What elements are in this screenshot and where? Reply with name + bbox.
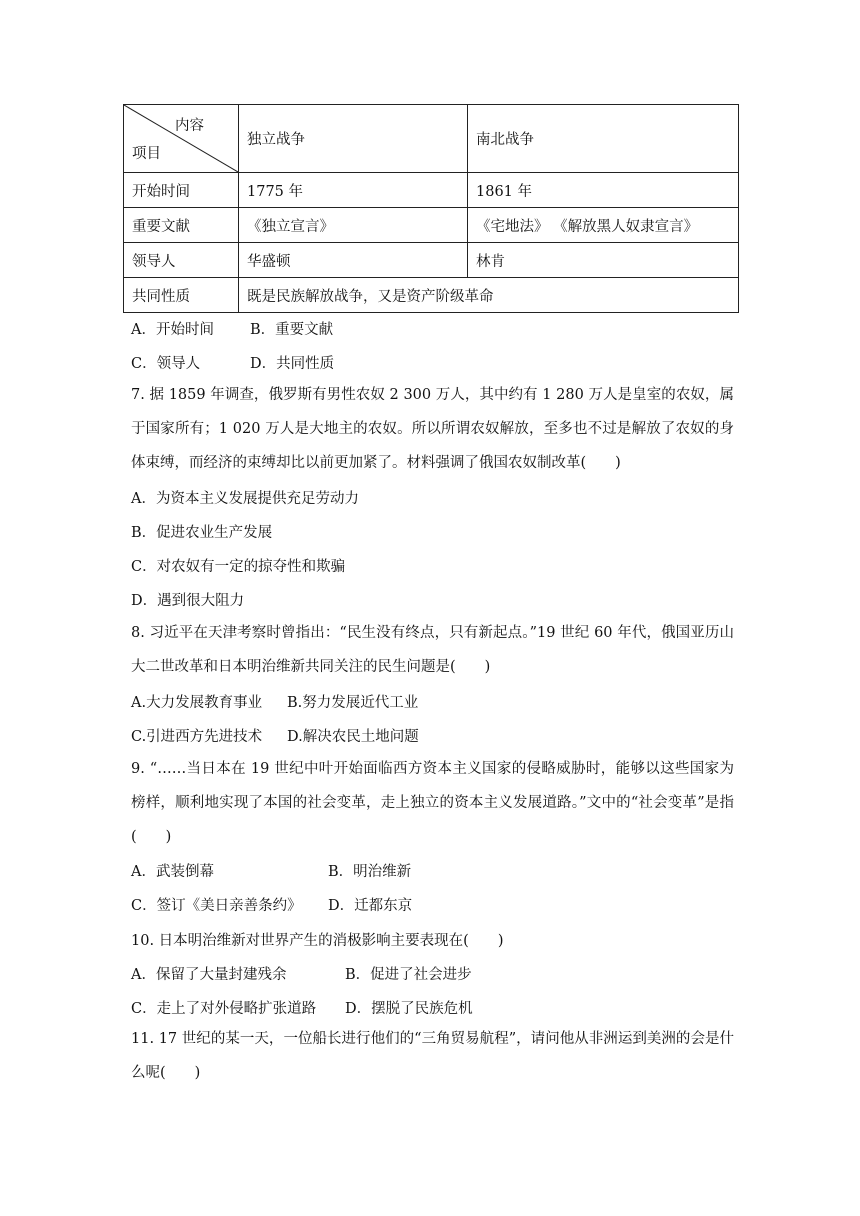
q6-option-c: C．领导人 [131,356,201,372]
table-cell-merged: 既是民族解放战争，又是资产阶级革命 [239,278,739,313]
q10-option-a: A．保留了大量封建残余 [131,967,287,983]
table-row [124,208,739,243]
q10-option-c: C．走上了对外侵略扩张道路 [131,1001,317,1017]
corner-bottom-label: 项目 [132,146,161,162]
table-cell: 《宅地法》 《解放黑人奴隶宣言》 [468,208,739,243]
comparison-table [123,104,739,313]
q7-option-c: C．对农奴有一定的掠夺性和欺骗 [131,559,346,575]
table-cell: 林肯 [468,243,739,278]
q9-option-d: D．迁都东京 [328,898,413,914]
q7-option-b: B．促进农业生产发展 [131,525,273,541]
q9-option-b: B．明治维新 [328,864,412,880]
q7-option-d: D．遇到很大阻力 [131,593,245,609]
table-cell: 华盛顿 [239,243,468,278]
q10-option-b: B．促进了社会进步 [345,967,472,983]
table-row [124,243,739,278]
q8-option-c: C.引进西方先进技术 [131,729,263,745]
q9-option-a: A．武装倒幕 [131,864,214,880]
column-header-independence: 独立战争 [239,105,468,173]
q7-option-a: A．为资本主义发展提供充足劳动力 [131,491,359,507]
q8-option-d: D.解决农民土地问题 [287,729,419,745]
q7-stem: 7. 据 1859 年调查，俄罗斯有男性农奴 2 300 万人，其中约有 1 280 万人是皇室的农奴，属于国家所有；1 020 万人是大地主的农奴。所以所谓农奴解放，至多也不过是解放了农奴的身体束缚，而经济的束缚却比以前更加紧了。材料强调了俄国农奴制改革( ) [131,387,734,471]
table-cell: 1775 年 [239,173,468,208]
table-cell: 1861 年 [468,173,739,208]
q6-option-d: D．共同性质 [250,356,335,372]
q8-stem: 8. 习近平在天津考察时曾指出：“民生没有终点，只有新起点。”19 世纪 60 年代，俄国亚历山大二世改革和日本明治维新共同关注的民生问题是( ) [131,625,734,675]
table-row [124,173,739,208]
q6-option-b: B．重要文献 [250,322,334,338]
diagonal-header-cell [124,105,239,173]
q9-option-c: C．签订《美日亲善条约》 [131,898,302,914]
table-cell: 《独立宣言》 [239,208,468,243]
row-label: 共同性质 [124,278,239,313]
table-row [124,278,739,313]
q11-stem: 11. 17 世纪的某一天，一位船长进行他们的“三角贸易航程”，请问他从非洲运到美洲的会是什么呢( ) [131,1031,734,1081]
row-label: 开始时间 [124,173,239,208]
q8-option-b: B.努力发展近代工业 [287,695,419,711]
q9-stem: 9. “……当日本在 19 世纪中叶开始面临西方资本主义国家的侵略威胁时，能够以这些国家为榜样，顺利地实现了本国的社会变革，走上独立的资本主义发展道路。”文中的“社会变革”是指( ) [131,761,734,845]
row-label: 领导人 [124,243,239,278]
row-label: 重要文献 [124,208,239,243]
table-header-row [124,105,739,173]
column-header-civil-war: 南北战争 [468,105,739,173]
corner-top-label: 内容 [175,118,204,134]
q8-option-a: A.大力发展教育事业 [131,695,263,711]
q6-option-a: A．开始时间 [131,322,214,338]
q10-option-d: D．摆脱了民族危机 [345,1001,473,1017]
q10-stem: 10. 日本明治维新对世界产生的消极影响主要表现在( ) [131,933,504,949]
